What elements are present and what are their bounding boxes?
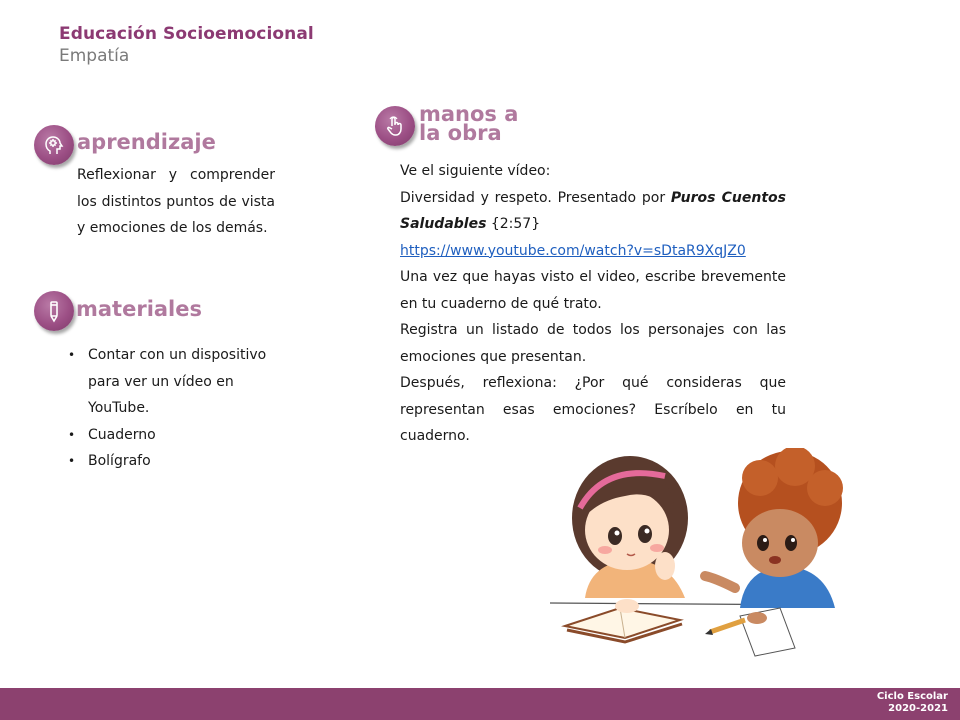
footer-line2: 2020-2021 [888,703,948,714]
children-illustration [545,448,845,658]
page-header [59,24,314,66]
list-item: • Bolígrafo [68,448,288,475]
footer-line1: Ciclo Escolar [876,691,948,702]
footer-label [877,691,948,715]
materiales-title: materiales [76,297,202,321]
head-gear-icon [34,125,74,165]
manos-content [400,158,786,450]
footer-bar [0,688,960,720]
video-presenter: Puros Cuentos Saludables [400,189,786,232]
video-duration: {2:57} [486,216,541,232]
list-item: • Cuaderno [68,422,288,449]
manos-title-line1: manos a [419,102,519,126]
manos-title [419,102,519,145]
manos-title-line2: la obra [419,121,502,145]
aprendizaje-text: Reflexionar y comprender los distintos puntos de vista y emociones de los demás. [77,167,275,236]
instruction-1: Ve el siguiente vídeo: [400,163,551,179]
hand-pointer-icon [375,106,415,146]
aprendizaje-title: aprendizaje [77,130,216,154]
subject-title: Educación Socioemocional [59,24,314,44]
instruction-2: Una vez que hayas visto el video, escribe brevemente en tu cuaderno de qué trato. [400,269,786,312]
materiales-list [68,342,288,475]
video-info [400,185,786,238]
list-item: • Contar con un dispositivo para ver un vídeo en YouTube. [68,342,288,422]
pencil-icon [34,291,74,331]
topic-subtitle: Empatía [59,46,130,66]
video-info-prefix: Diversidad y respeto. Presentado por [400,189,671,206]
video-link[interactable]: https://www.youtube.com/watch?v=sDtaR9XqJZ0 [400,242,746,259]
instruction-3: Registra un listado de todos los personajes con las emociones que presentan. [400,322,786,365]
instruction-4: Después, reflexiona: ¿Por qué consideras que representan esas emociones? Escríbelo en tu cuaderno. [400,375,786,444]
